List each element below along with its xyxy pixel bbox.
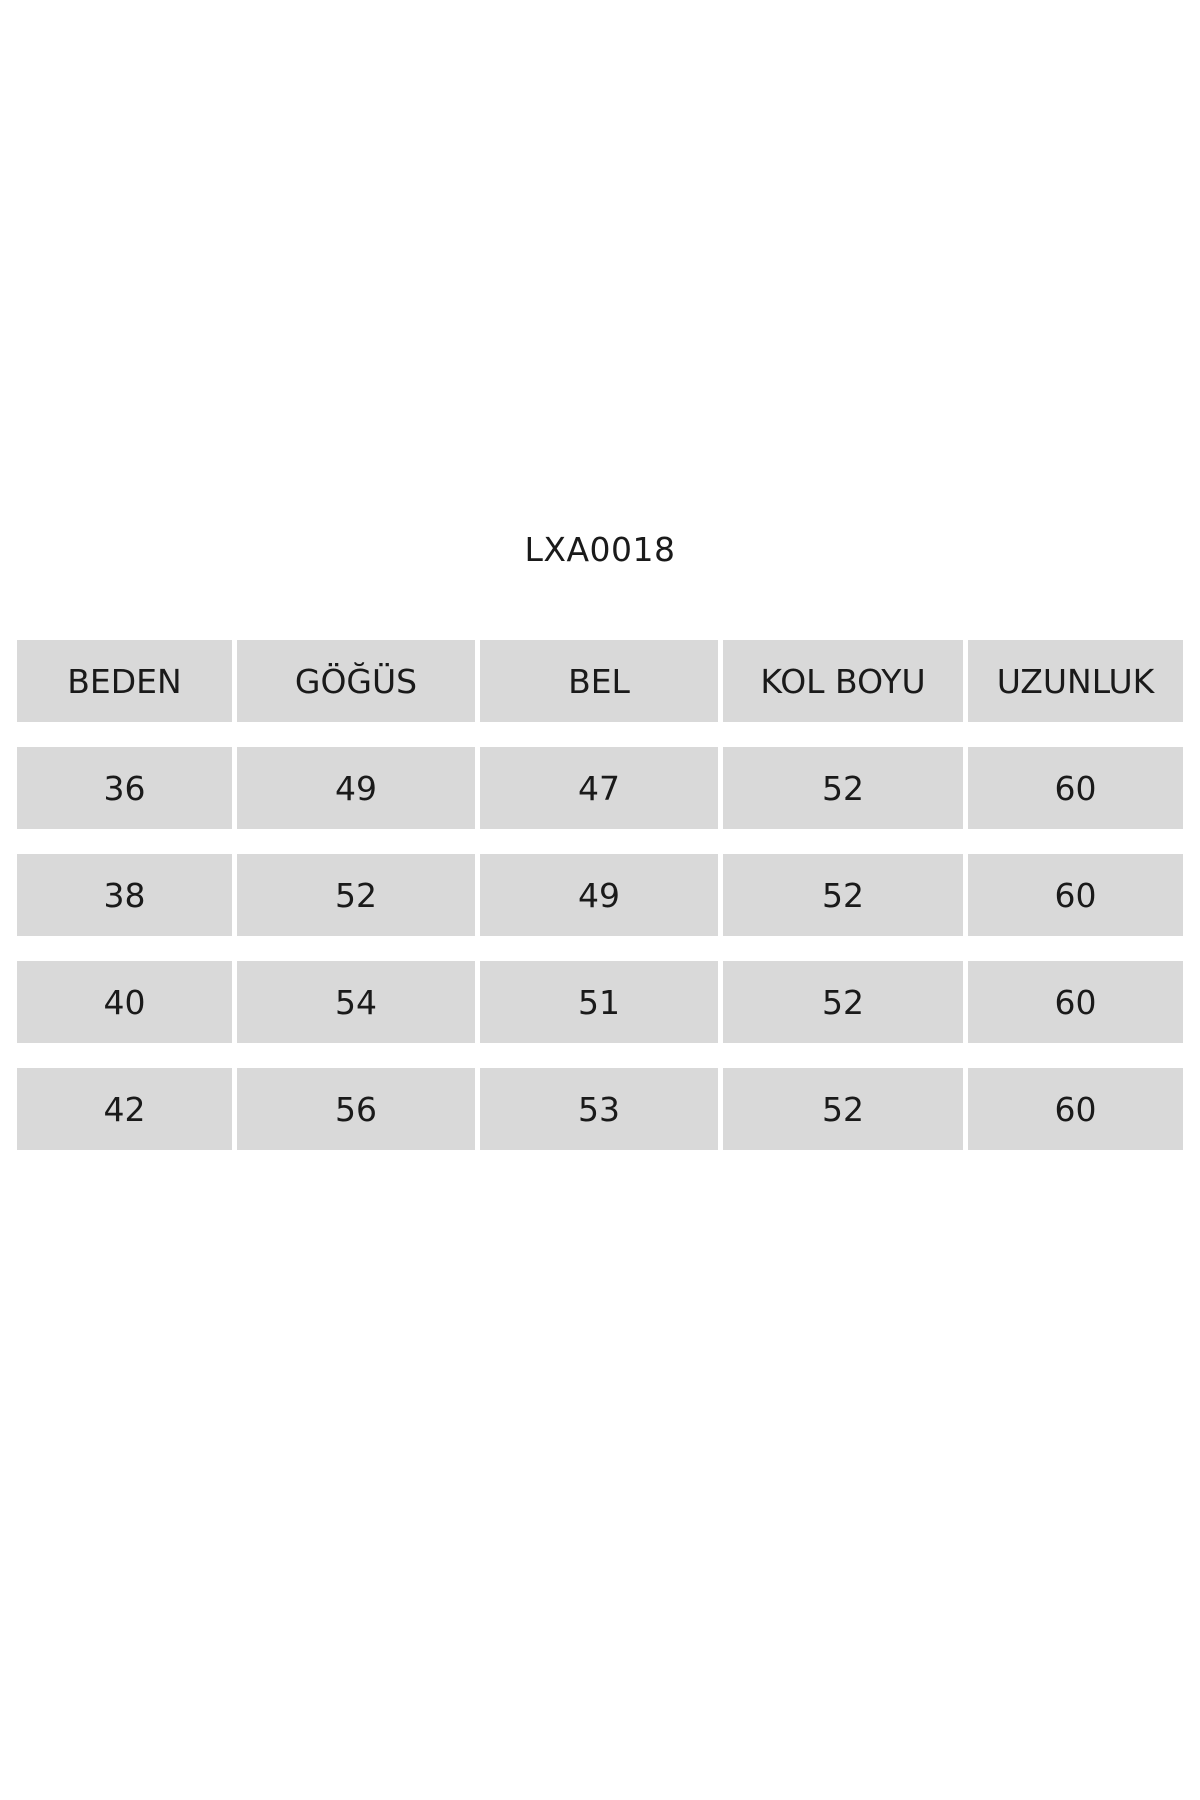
table-cell: 60 — [968, 1068, 1183, 1150]
table-cell: 60 — [968, 854, 1183, 936]
header-cell-bel: BEL — [480, 640, 718, 722]
table-cell: 49 — [237, 747, 475, 829]
table-row — [17, 1068, 1183, 1150]
table-cell: 60 — [968, 747, 1183, 829]
table-cell: 60 — [968, 961, 1183, 1043]
header-cell-uzunluk: UZUNLUK — [968, 640, 1183, 722]
table-cell: 51 — [480, 961, 718, 1043]
table-cell: 52 — [237, 854, 475, 936]
table-row — [17, 747, 1183, 829]
table-cell: 52 — [723, 747, 963, 829]
table-cell: 52 — [723, 854, 963, 936]
table-cell: 56 — [237, 1068, 475, 1150]
table-header-row — [17, 640, 1183, 722]
table-cell: 42 — [17, 1068, 232, 1150]
table-cell: 52 — [723, 961, 963, 1043]
header-cell-gogus: GÖĞÜS — [237, 640, 475, 722]
product-code-title: LXA0018 — [524, 530, 676, 569]
header-cell-beden: BEDEN — [17, 640, 232, 722]
table-cell: 40 — [17, 961, 232, 1043]
table-cell: 53 — [480, 1068, 718, 1150]
table-cell: 52 — [723, 1068, 963, 1150]
table-cell: 54 — [237, 961, 475, 1043]
table-row — [17, 854, 1183, 936]
table-cell: 36 — [17, 747, 232, 829]
table-cell: 38 — [17, 854, 232, 936]
table-cell: 47 — [480, 747, 718, 829]
table-row — [17, 961, 1183, 1043]
table-cell: 49 — [480, 854, 718, 936]
header-cell-kol-boyu: KOL BOYU — [723, 640, 963, 722]
